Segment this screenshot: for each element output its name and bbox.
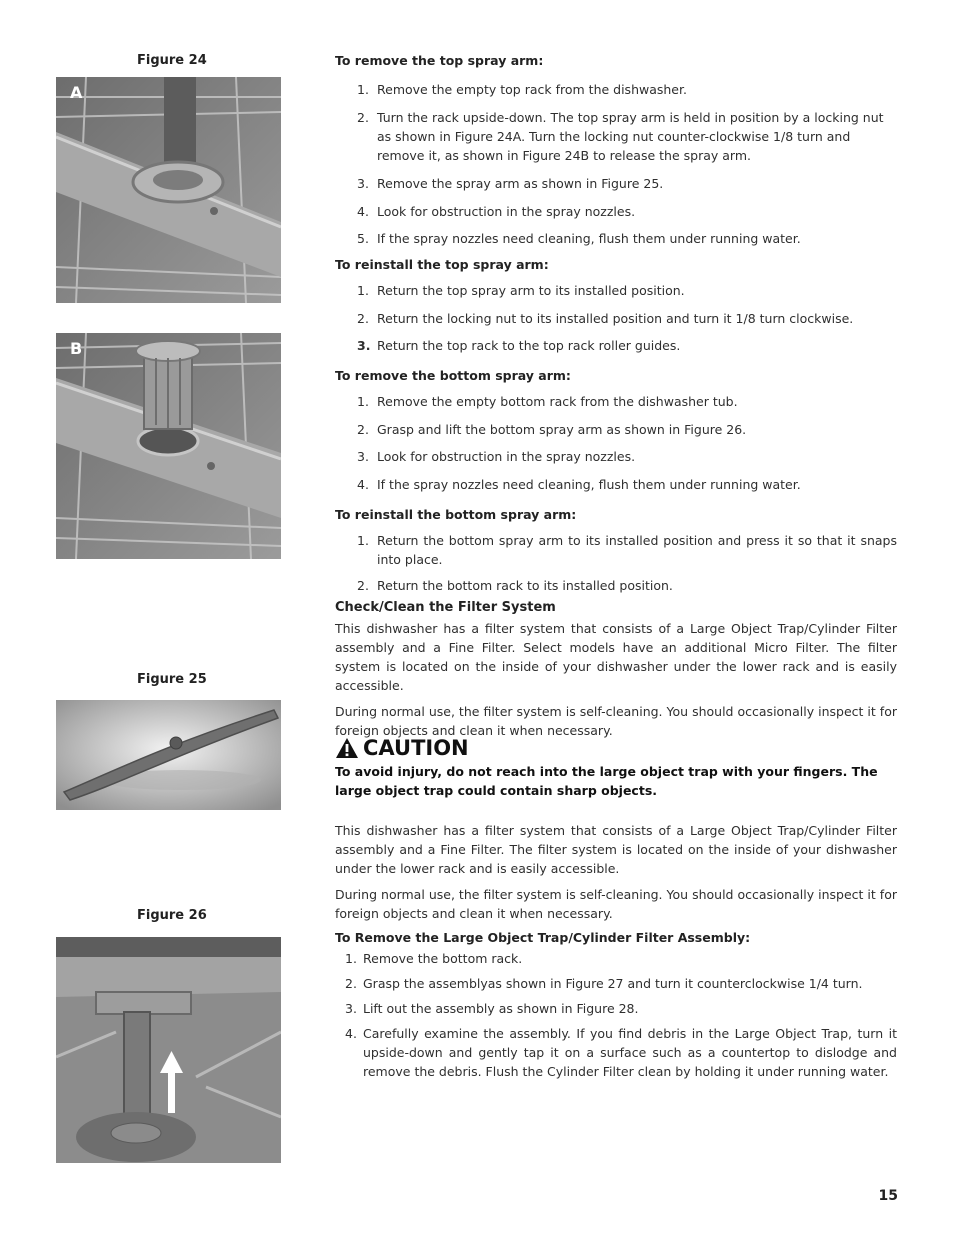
filter-system-section bbox=[335, 600, 897, 740]
list-item: 2. Grasp the assemblyas shown in Figure 27 and turn it counterclockwise 1/4 turn. bbox=[345, 976, 863, 991]
list-item: 4. If the spray nozzles need cleaning, flush them under running water. bbox=[357, 477, 801, 492]
reinstall-top-spray-arm-section bbox=[335, 257, 897, 355]
figure-25-caption: Figure 25 bbox=[137, 672, 207, 687]
filter-paragraph-2: During normal use, the filter system is self-cleaning. You should occasionally inspect it for foreign objects and clean it when necessary. bbox=[335, 704, 897, 738]
figure-26-photo bbox=[56, 937, 281, 1163]
warning-triangle-icon bbox=[335, 737, 359, 759]
list-item: 2. Turn the rack upside-down. The top spray arm is held in position by a locking nut as shown in Figure 24A. Turn the locking nut counter-clockwise 1/8 turn and remove it, as shown in Figure 24B to release the spray arm. bbox=[357, 110, 884, 163]
figure-24b-photo bbox=[56, 333, 281, 559]
filter-heading: Check/Clean the Filter System bbox=[335, 600, 556, 615]
list-item: 4. Look for obstruction in the spray nozzles. bbox=[357, 204, 636, 219]
caution-title: CAUTION bbox=[363, 736, 469, 760]
reinstall-top-heading: To reinstall the top spray arm: bbox=[335, 257, 549, 272]
caution-heading bbox=[335, 736, 897, 760]
figure-24a-label: A bbox=[70, 83, 83, 102]
filter-paragraph-1: This dishwasher has a filter system that consists of a Large Object Trap/Cylinder Filter assembly and a Fine Filter. Select models have an additional Micro Filter. The filter system is located on the inside of your dishwasher under the lower rack and is easily accessible. bbox=[335, 621, 897, 693]
remove-top-heading: To remove the top spray arm: bbox=[335, 53, 544, 68]
list-item: 3. Return the top rack to the top rack roller guides. bbox=[357, 338, 681, 353]
list-item: 1. Return the top spray arm to its installed position. bbox=[357, 283, 685, 298]
remove-trap-section bbox=[335, 930, 897, 1081]
figure-24b-label: B bbox=[70, 339, 83, 358]
remove-bottom-heading: To remove the bottom spray arm: bbox=[335, 368, 571, 383]
reinstall-bottom-spray-arm-section bbox=[335, 507, 897, 595]
filter2-paragraph-1: This dishwasher has a filter system that consists of a Large Object Trap/Cylinder Filter assembly and a Fine Filter. The filter system is located on the inside of your dishwasher under the lower rack and is easily accessible. bbox=[335, 823, 897, 876]
list-item: 1. Remove the empty bottom rack from the dishwasher tub. bbox=[357, 394, 738, 409]
list-item: 2. Grasp and lift the bottom spray arm as shown in Figure 26. bbox=[357, 422, 747, 437]
figure-26-caption: Figure 26 bbox=[137, 908, 207, 923]
figure-24a-photo bbox=[56, 77, 281, 303]
filter-system-section-2 bbox=[335, 821, 897, 923]
remove-bottom-list bbox=[335, 392, 897, 494]
remove-top-spray-arm-section bbox=[335, 53, 897, 248]
list-item: 3. Remove the spray arm as shown in Figure 25. bbox=[357, 176, 664, 191]
list-item: 3. Look for obstruction in the spray nozzles. bbox=[357, 449, 636, 464]
remove-trap-heading: To Remove the Large Object Trap/Cylinder Filter Assembly: bbox=[335, 930, 751, 945]
remove-trap-list bbox=[335, 949, 897, 1081]
list-item: 5. If the spray nozzles need cleaning, flush them under running water. bbox=[357, 231, 801, 246]
remove-bottom-spray-arm-section bbox=[335, 368, 897, 494]
reinstall-bottom-heading: To reinstall the bottom spray arm: bbox=[335, 507, 577, 522]
list-item: 1. Return the bottom spray arm to its installed position and press it so that it snaps into place. bbox=[357, 533, 897, 567]
list-item: 2. Return the locking nut to its installed position and turn it 1/8 turn clockwise. bbox=[357, 311, 854, 326]
reinstall-top-list bbox=[335, 281, 897, 355]
caution-box bbox=[335, 736, 897, 800]
list-item: 3. Lift out the assembly as shown in Figure 28. bbox=[345, 1001, 639, 1016]
page-number: 15 bbox=[878, 1188, 898, 1204]
filter2-paragraph-2: During normal use, the filter system is self-cleaning. You should occasionally inspect it for foreign objects and clean it when necessary. bbox=[335, 887, 897, 921]
list-item: 1. Remove the bottom rack. bbox=[345, 951, 523, 966]
list-item: 4. Carefully examine the assembly. If you find debris in the Large Object Trap, turn it upside-down and gently tap it on a surface such as a countertop to dislodge and remove the debris. Flush the Cylinder Filter clean by holding it under running water. bbox=[345, 1026, 897, 1079]
figure-24-caption: Figure 24 bbox=[137, 53, 207, 68]
caution-text: To avoid injury, do not reach into the large object trap with your fingers. The large object trap could contain sharp objects. bbox=[335, 764, 878, 798]
list-item: 1. Remove the empty top rack from the dishwasher. bbox=[357, 82, 687, 97]
remove-top-list bbox=[335, 80, 897, 248]
list-item: 2. Return the bottom rack to its installed position. bbox=[357, 578, 673, 593]
reinstall-bottom-list bbox=[335, 531, 897, 595]
figure-25-photo bbox=[56, 700, 281, 810]
